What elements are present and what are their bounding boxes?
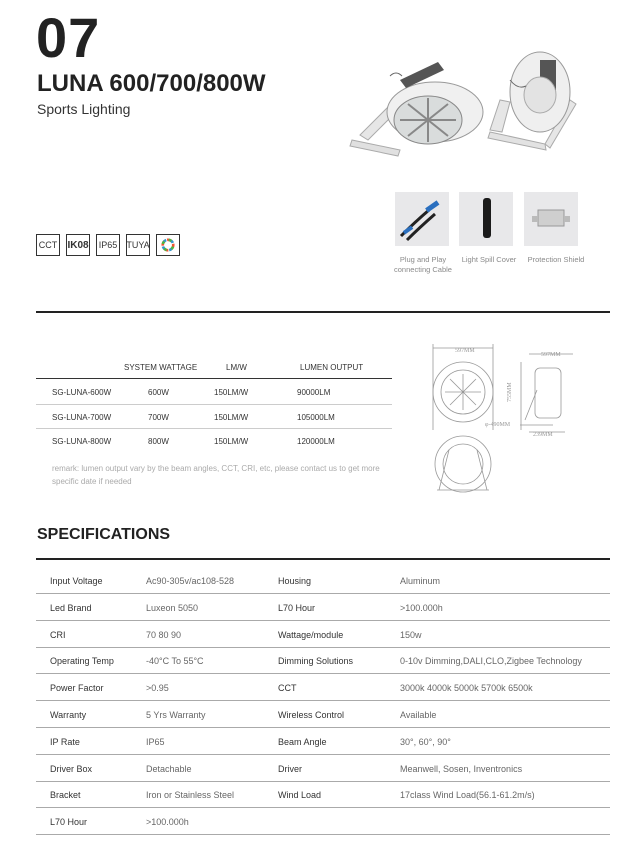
spec-value: Ac90-305v/ac108-528	[146, 576, 235, 586]
spec-row-rule	[36, 834, 610, 835]
spec-label: Wattage/module	[278, 630, 344, 640]
table-header-rule	[36, 378, 392, 379]
spec-value: Aluminum	[400, 576, 441, 586]
table-row-rule	[36, 404, 392, 405]
spec-value: Available	[400, 710, 437, 720]
accessory-shield-label: Protection Shield	[527, 255, 585, 264]
table-cell-model: SG-LUNA-700W	[52, 413, 112, 422]
spec-label: Warranty	[50, 710, 87, 720]
badge-ik08: IK08	[66, 234, 90, 256]
spec-value: >100.000h	[400, 603, 443, 613]
table-cell-wattage: 600W	[148, 388, 169, 397]
spec-label: IP Rate	[50, 737, 80, 747]
table-cell-lmw: 150LM/W	[214, 413, 249, 422]
accessory-shield-image	[524, 192, 578, 246]
section-divider	[36, 311, 610, 313]
spec-value: Luxeon 5050	[146, 603, 199, 613]
spec-value: >0.95	[146, 683, 169, 693]
spec-value: IP65	[146, 737, 165, 747]
accessory-spill-cover-image	[459, 192, 513, 246]
spec-label: Led Brand	[50, 603, 92, 613]
table-cell-model: SG-LUNA-600W	[52, 388, 112, 397]
spec-row-rule	[36, 727, 610, 728]
fixture-back-illustration	[488, 52, 576, 150]
spec-value: Detachable	[146, 764, 192, 774]
product-subtitle: Sports Lighting	[37, 101, 131, 117]
table-remark: remark: lumen output vary by the beam angles, CCT, CRI, etc, please contact us to get more specific date if needed	[52, 464, 380, 486]
spec-label: CCT	[278, 683, 297, 693]
accessory-cable-label: Plug and Play connecting Cable	[394, 255, 452, 274]
spec-top-rule	[36, 558, 610, 560]
spec-label: Driver	[278, 764, 302, 774]
spec-label: Beam Angle	[278, 737, 327, 747]
spec-label: Wind Load	[278, 790, 322, 800]
feature-badges	[36, 234, 180, 256]
spec-row-rule	[36, 593, 610, 594]
spec-value: 5 Yrs Warranty	[146, 710, 206, 720]
col-header-wattage: SYSTEM WATTAGE	[124, 363, 198, 372]
table-cell-model: SG-LUNA-800W	[52, 437, 112, 446]
product-image	[340, 40, 585, 160]
spec-label: Bracket	[50, 790, 81, 800]
dim-depth: 239MM	[533, 432, 553, 438]
col-header-lmw: LM/W	[226, 363, 247, 372]
spec-label: Driver Box	[50, 764, 93, 774]
spec-label: Dimming Solutions	[278, 656, 354, 666]
col-header-lumen: LUMEN OUTPUT	[300, 363, 364, 372]
dimension-drawing	[425, 340, 600, 500]
spec-row-rule	[36, 754, 610, 755]
spec-label: CRI	[50, 630, 66, 640]
table-cell-lumen: 120000LM	[297, 437, 335, 446]
spec-row-rule	[36, 700, 610, 701]
spec-row-rule	[36, 781, 610, 782]
spec-label: Wireless Control	[278, 710, 345, 720]
spec-row-rule	[36, 647, 610, 648]
specifications-title: SPECIFICATIONS	[37, 526, 171, 543]
spec-label: L70 Hour	[50, 817, 88, 827]
dim-height: 755MM	[507, 382, 513, 402]
spec-label: Operating Temp	[50, 656, 114, 666]
table-cell-wattage: 800W	[148, 437, 169, 446]
spec-value: 17class Wind Load(56.1-61.2m/s)	[400, 790, 535, 800]
dim-width-front: 597MM	[455, 348, 475, 354]
spec-value: Meanwell, Sosen, Inventronics	[400, 764, 523, 774]
spec-label: Housing	[278, 576, 312, 586]
spec-row-rule	[36, 673, 610, 674]
spec-label: Input Voltage	[50, 576, 103, 586]
spec-label: L70 Hour	[278, 603, 316, 613]
color-wheel-icon	[156, 234, 180, 256]
page-number: 07	[36, 6, 101, 69]
fixture-front-illustration	[350, 62, 483, 156]
table-cell-lmw: 150LM/W	[214, 437, 249, 446]
spec-value: 3000k 4000k 5000k 5700k 6500k	[400, 683, 533, 693]
spec-value: 0-10v Dimming,DALI,CLO,Zigbee Technology	[400, 656, 582, 666]
badge-cct: CCT	[36, 234, 60, 256]
spec-value: Iron or Stainless Steel	[146, 790, 235, 800]
spec-row-rule	[36, 620, 610, 621]
table-cell-lumen: 105000LM	[297, 413, 335, 422]
spec-value: >100.000h	[146, 817, 189, 827]
badge-ip65: IP65	[96, 234, 120, 256]
dim-hole: φ-490MM	[485, 422, 511, 428]
product-title: LUNA 600/700/800W	[37, 70, 266, 97]
accessory-spill-cover-label: Light Spill Cover	[461, 255, 517, 264]
badge-tuya: TUYA	[126, 234, 150, 256]
spec-row-rule	[36, 807, 610, 808]
accessory-cable-image	[395, 192, 449, 246]
spec-value: 30°, 60°, 90°	[400, 737, 451, 747]
table-cell-lmw: 150LM/W	[214, 388, 249, 397]
spec-value: -40°C To 55°C	[146, 656, 204, 666]
spec-value: 150w	[400, 630, 422, 640]
spec-value: 70 80 90	[146, 630, 182, 640]
spec-label: Power Factor	[50, 683, 104, 693]
table-cell-lumen: 90000LM	[297, 388, 331, 397]
table-cell-wattage: 700W	[148, 413, 169, 422]
dim-width-side: 597MM	[541, 352, 561, 358]
table-row-rule	[36, 428, 392, 429]
